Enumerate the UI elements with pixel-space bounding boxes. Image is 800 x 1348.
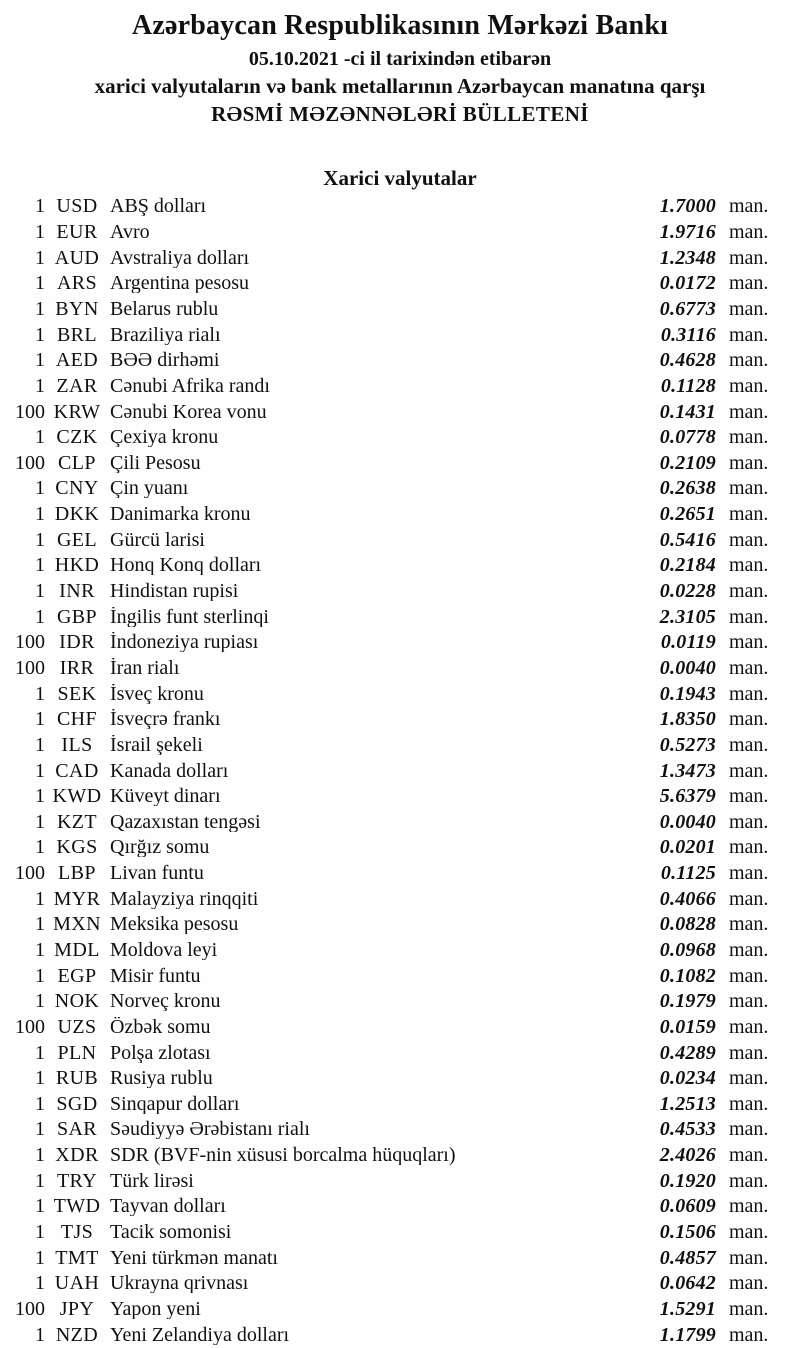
unit-label: man. xyxy=(729,1323,769,1346)
rate-value: 0.0040 xyxy=(659,810,716,833)
quantity: 1 xyxy=(35,1067,45,1090)
currency-code: KGS xyxy=(56,836,98,859)
rate-row xyxy=(0,1219,800,1245)
rate-value: 2.3105 xyxy=(659,605,716,628)
rate-value: 1.1799 xyxy=(659,1323,716,1346)
currency-name: Avstraliya dolları xyxy=(110,247,250,268)
unit-label: man. xyxy=(729,605,769,628)
rate-row xyxy=(0,219,800,245)
rate-value: 0.6773 xyxy=(659,297,716,320)
rate-row xyxy=(0,937,800,963)
rate-row xyxy=(0,809,800,835)
currency-code: IDR xyxy=(59,631,95,654)
quantity: 1 xyxy=(35,554,45,577)
quantity: 1 xyxy=(35,477,45,500)
currency-name: Rusiya rublu xyxy=(110,1068,213,1089)
unit-label: man. xyxy=(729,631,769,654)
rate-row xyxy=(0,604,800,630)
quantity: 100 xyxy=(15,1015,45,1038)
rate-value: 0.4289 xyxy=(659,1041,716,1064)
quantity: 100 xyxy=(15,862,45,885)
unit-label: man. xyxy=(729,990,769,1013)
unit-label: man. xyxy=(729,682,769,705)
quantity: 1 xyxy=(35,297,45,320)
currency-code: GEL xyxy=(56,528,98,551)
quantity: 1 xyxy=(35,836,45,859)
currency-name: Hindistan rupisi xyxy=(110,581,239,602)
currency-name: Argentina pesosu xyxy=(110,273,250,294)
rate-value: 0.0828 xyxy=(659,913,716,936)
rate-value: 0.2651 xyxy=(659,503,716,526)
unit-label: man. xyxy=(729,656,769,679)
rate-row xyxy=(0,758,800,784)
currency-code: NZD xyxy=(55,1323,99,1346)
unit-label: man. xyxy=(729,580,769,603)
rate-value: 0.0201 xyxy=(659,836,716,859)
rate-row xyxy=(0,194,800,220)
currency-code: AUD xyxy=(54,246,100,269)
currency-name: Norveç kronu xyxy=(110,991,221,1012)
unit-label: man. xyxy=(729,785,769,808)
rate-row xyxy=(0,732,800,758)
quantity: 1 xyxy=(35,733,45,756)
currency-name: Küveyt dinarı xyxy=(110,786,221,807)
rate-value: 0.1979 xyxy=(659,990,716,1013)
unit-label: man. xyxy=(729,810,769,833)
unit-label: man. xyxy=(729,272,769,295)
unit-label: man. xyxy=(729,554,769,577)
rate-value: 1.5291 xyxy=(659,1297,716,1320)
rate-row xyxy=(0,578,800,604)
unit-label: man. xyxy=(729,1118,769,1141)
quantity: 1 xyxy=(35,580,45,603)
unit-label: man. xyxy=(729,733,769,756)
currency-code: NOK xyxy=(54,990,100,1013)
rate-value: 1.3473 xyxy=(659,759,716,782)
quantity: 100 xyxy=(15,451,45,474)
quantity: 1 xyxy=(35,964,45,987)
rate-row xyxy=(0,630,800,656)
currency-name: Özbək somu xyxy=(110,1016,211,1037)
quantity: 1 xyxy=(35,195,45,218)
currency-name: Tacik somonisi xyxy=(110,1222,232,1243)
currency-name: Misir funtu xyxy=(110,965,201,986)
unit-label: man. xyxy=(729,887,769,910)
unit-label: man. xyxy=(729,221,769,244)
quantity: 1 xyxy=(35,1195,45,1218)
currency-name: İsveç kronu xyxy=(110,683,204,704)
currency-code: ARS xyxy=(56,272,98,295)
currency-name: ABŞ dolları xyxy=(110,196,207,217)
rate-row xyxy=(0,655,800,681)
unit-label: man. xyxy=(729,913,769,936)
currency-code: HKD xyxy=(54,554,100,577)
unit-label: man. xyxy=(729,1272,769,1295)
rate-row xyxy=(0,1296,800,1322)
quantity: 100 xyxy=(15,631,45,654)
rate-row xyxy=(0,347,800,373)
quantity: 1 xyxy=(35,503,45,526)
quantity: 1 xyxy=(35,785,45,808)
bulletin-header xyxy=(0,0,800,126)
quantity: 1 xyxy=(35,708,45,731)
unit-label: man. xyxy=(729,400,769,423)
quantity: 1 xyxy=(35,528,45,551)
currency-code: ILS xyxy=(61,733,93,756)
rate-value: 0.0968 xyxy=(659,939,716,961)
currency-code: TJS xyxy=(60,1221,94,1244)
currency-name: İngilis funt sterlinqi xyxy=(110,606,269,627)
currency-name: Qazaxıstan tengəsi xyxy=(110,811,261,832)
currency-name: Polşa zlotası xyxy=(110,1042,211,1063)
rate-row xyxy=(0,783,800,809)
quantity: 1 xyxy=(35,1246,45,1269)
rate-row xyxy=(0,450,800,476)
currency-name: Kanada dolları xyxy=(110,760,229,781)
currency-name: SDR (BVF-nin xüsusi borcalma hüquqları) xyxy=(110,1145,456,1166)
rate-row xyxy=(0,399,800,425)
currency-code: TRY xyxy=(56,1169,98,1192)
unit-label: man. xyxy=(729,195,769,218)
quantity: 1 xyxy=(35,1144,45,1167)
unit-label: man. xyxy=(729,503,769,526)
rate-value: 0.1506 xyxy=(659,1221,716,1244)
currency-name: Ukrayna qrivnası xyxy=(110,1273,249,1294)
currency-code: PLN xyxy=(57,1041,97,1064)
unit-label: man. xyxy=(729,1067,769,1090)
currency-name: Belarus rublu xyxy=(110,298,219,319)
rate-row xyxy=(0,1117,800,1143)
rate-row xyxy=(0,373,800,399)
subject-line: xarici valyutaların və bank metallarının Azərbaycan manatına qarşı xyxy=(94,74,706,99)
currency-code: SGD xyxy=(56,1092,98,1115)
currency-name: Cənubi Afrika randı xyxy=(110,375,270,396)
rate-row xyxy=(0,860,800,886)
currency-name: Tayvan dolları xyxy=(110,1196,226,1217)
currency-code: KRW xyxy=(53,400,101,423)
unit-label: man. xyxy=(729,939,769,961)
quantity: 1 xyxy=(35,990,45,1013)
section-title-foreign-currencies: Xarici valyutalar xyxy=(323,166,477,191)
quantity: 100 xyxy=(15,400,45,423)
rate-row xyxy=(0,424,800,450)
currency-code: UAH xyxy=(54,1272,100,1295)
rate-row xyxy=(0,501,800,527)
currency-name: Meksika pesosu xyxy=(110,914,239,935)
currency-name: Honq Konq dolları xyxy=(110,555,262,576)
rate-value: 0.0119 xyxy=(660,631,716,654)
rate-value: 0.0228 xyxy=(659,580,716,603)
rate-value: 0.0159 xyxy=(659,1015,716,1038)
quantity: 1 xyxy=(35,810,45,833)
rate-value: 5.6379 xyxy=(659,785,716,808)
unit-label: man. xyxy=(729,477,769,500)
currency-name: Yeni türkmən manatı xyxy=(110,1247,278,1268)
bulletin-title: RƏSMİ MƏZƏNNƏLƏRİ BÜLLETENİ xyxy=(211,102,589,127)
rate-row xyxy=(0,988,800,1014)
rate-value: 0.1943 xyxy=(659,682,716,705)
rate-value: 0.0234 xyxy=(659,1067,716,1090)
quantity: 1 xyxy=(35,374,45,397)
currency-name: Avro xyxy=(110,222,150,243)
rate-row xyxy=(0,1091,800,1117)
unit-label: man. xyxy=(729,1144,769,1167)
rate-row xyxy=(0,1168,800,1194)
rate-value: 0.1125 xyxy=(660,862,716,885)
bank-title: Azərbaycan Respublikasının Mərkəzi Bankı xyxy=(131,10,669,41)
unit-label: man. xyxy=(729,297,769,320)
rate-row xyxy=(0,322,800,348)
rate-row xyxy=(0,963,800,989)
quantity: 100 xyxy=(15,656,45,679)
currency-code: INR xyxy=(59,580,95,603)
rate-row xyxy=(0,1040,800,1066)
rate-row xyxy=(0,706,800,732)
currency-code: CAD xyxy=(55,759,99,782)
rate-value: 0.0642 xyxy=(659,1272,716,1295)
rate-value: 1.9716 xyxy=(659,221,716,244)
currency-code: DKK xyxy=(54,503,100,526)
rate-value: 0.5416 xyxy=(659,528,716,551)
quantity: 1 xyxy=(35,759,45,782)
currency-code: GBP xyxy=(56,605,98,628)
rate-row xyxy=(0,271,800,297)
currency-name: Danimarka kronu xyxy=(110,504,251,525)
quantity: 1 xyxy=(35,939,45,961)
quantity: 100 xyxy=(15,1297,45,1320)
quantity: 1 xyxy=(35,349,45,372)
rate-row xyxy=(0,1194,800,1220)
currency-code: KZT xyxy=(56,810,98,833)
currency-name: Çili Pesosu xyxy=(110,452,201,473)
unit-label: man. xyxy=(729,1221,769,1244)
unit-label: man. xyxy=(729,246,769,269)
rate-value: 0.3116 xyxy=(660,323,716,346)
unit-label: man. xyxy=(729,1297,769,1320)
quantity: 1 xyxy=(35,1092,45,1115)
currency-code: XDR xyxy=(55,1144,99,1167)
unit-label: man. xyxy=(729,964,769,987)
unit-label: man. xyxy=(729,862,769,885)
rate-row xyxy=(0,527,800,553)
unit-label: man. xyxy=(729,1015,769,1038)
currency-name: Yapon yeni xyxy=(110,1298,201,1319)
effective-date-line: 05.10.2021 -ci il tarixindən etibarən xyxy=(248,48,552,71)
rate-value: 0.1920 xyxy=(659,1169,716,1192)
rate-value: 0.2638 xyxy=(659,477,716,500)
rate-value: 0.4066 xyxy=(659,887,716,910)
currency-code: MDL xyxy=(54,939,100,961)
currency-name: İsrail şekeli xyxy=(110,734,203,755)
currency-code: BRL xyxy=(56,323,98,346)
rate-value: 1.2348 xyxy=(659,246,716,269)
rate-value: 1.2513 xyxy=(659,1092,716,1115)
currency-name: Çin yuanı xyxy=(110,478,189,499)
quantity: 1 xyxy=(35,682,45,705)
quantity: 1 xyxy=(35,1221,45,1244)
unit-label: man. xyxy=(729,1041,769,1064)
currency-code: EGP xyxy=(57,964,97,987)
currency-name: Gürcü larisi xyxy=(110,529,205,550)
unit-label: man. xyxy=(729,451,769,474)
currency-name: Cənubi Korea vonu xyxy=(110,401,267,422)
rate-value: 1.8350 xyxy=(659,708,716,731)
unit-label: man. xyxy=(729,323,769,346)
currency-code: SAR xyxy=(56,1118,98,1141)
rate-row xyxy=(0,1014,800,1040)
currency-name: İndoneziya rupiası xyxy=(110,632,259,653)
rate-row xyxy=(0,1245,800,1271)
rate-row xyxy=(0,1065,800,1091)
currency-code: ZAR xyxy=(56,374,98,397)
currency-code: UZS xyxy=(57,1015,97,1038)
currency-code: USD xyxy=(56,195,98,218)
currency-code: RUB xyxy=(55,1067,99,1090)
quantity: 1 xyxy=(35,1323,45,1346)
unit-label: man. xyxy=(729,1246,769,1269)
currency-code: TMT xyxy=(55,1246,99,1269)
rate-value: 0.5273 xyxy=(659,733,716,756)
quantity: 1 xyxy=(35,246,45,269)
rate-value: 0.1128 xyxy=(660,374,716,397)
rate-value: 0.1082 xyxy=(659,964,716,987)
rate-value: 0.0778 xyxy=(659,426,716,449)
currency-code: KWD xyxy=(52,785,102,808)
currency-code: IRR xyxy=(59,656,95,679)
currency-name: Braziliya rialı xyxy=(110,324,221,345)
unit-label: man. xyxy=(729,349,769,372)
rate-row xyxy=(0,912,800,938)
rate-row xyxy=(0,476,800,502)
currency-code: CLP xyxy=(58,451,96,474)
currency-code: CHF xyxy=(56,708,98,731)
quantity: 1 xyxy=(35,426,45,449)
quantity: 1 xyxy=(35,1272,45,1295)
unit-label: man. xyxy=(729,708,769,731)
rate-value: 0.1431 xyxy=(659,400,716,423)
rate-row xyxy=(0,835,800,861)
rate-value: 0.0172 xyxy=(659,272,716,295)
currency-name: Moldova leyi xyxy=(110,940,218,960)
rate-row xyxy=(0,296,800,322)
unit-label: man. xyxy=(729,759,769,782)
rate-value: 0.2184 xyxy=(659,554,716,577)
rate-value: 2.4026 xyxy=(659,1144,716,1167)
rate-value: 0.4857 xyxy=(659,1246,716,1269)
quantity: 1 xyxy=(35,887,45,910)
rate-value: 0.0040 xyxy=(659,656,716,679)
rate-row xyxy=(0,886,800,912)
currency-code: CNY xyxy=(55,477,99,500)
unit-label: man. xyxy=(729,1195,769,1218)
quantity: 1 xyxy=(35,221,45,244)
rate-row xyxy=(0,553,800,579)
currency-name: İsveçrə frankı xyxy=(110,709,221,730)
currency-name: Çexiya kronu xyxy=(110,427,219,448)
rate-row xyxy=(0,1322,800,1348)
rate-value: 0.2109 xyxy=(659,451,716,474)
currency-code: CZK xyxy=(56,426,98,449)
currency-name: Livan funtu xyxy=(110,863,204,884)
currency-code: TWD xyxy=(53,1195,101,1218)
rates-table xyxy=(0,194,800,1348)
rate-row xyxy=(0,1142,800,1168)
rate-value: 1.7000 xyxy=(659,195,716,218)
unit-label: man. xyxy=(729,1169,769,1192)
currency-code: JPY xyxy=(59,1297,95,1320)
currency-code: LBP xyxy=(58,862,96,885)
currency-code: EUR xyxy=(56,221,98,244)
quantity: 1 xyxy=(35,1041,45,1064)
currency-code: SEK xyxy=(57,682,97,705)
currency-name: İran rialı xyxy=(110,657,180,678)
unit-label: man. xyxy=(729,528,769,551)
rate-value: 0.4533 xyxy=(659,1118,716,1141)
rate-row xyxy=(0,245,800,271)
currency-code: MYR xyxy=(53,887,101,910)
rate-row xyxy=(0,1271,800,1297)
quantity: 1 xyxy=(35,605,45,628)
rate-row xyxy=(0,681,800,707)
quantity: 1 xyxy=(35,1118,45,1141)
currency-code: AED xyxy=(55,349,99,372)
unit-label: man. xyxy=(729,836,769,859)
unit-label: man. xyxy=(729,1092,769,1115)
quantity: 1 xyxy=(35,323,45,346)
quantity: 1 xyxy=(35,913,45,936)
unit-label: man. xyxy=(729,426,769,449)
currency-name: Qırğız somu xyxy=(110,837,210,858)
rate-value: 0.0609 xyxy=(659,1195,716,1218)
currency-code: BYN xyxy=(55,297,99,320)
currency-name: Malayziya rinqqiti xyxy=(110,888,259,909)
currency-name: Sinqapur dolları xyxy=(110,1093,240,1114)
unit-label: man. xyxy=(729,374,769,397)
currency-name: Səudiyyə Ərəbistanı rialı xyxy=(110,1119,310,1140)
currency-name: Yeni Zelandiya dolları xyxy=(110,1324,290,1345)
currency-name: BƏƏ dirhəmi xyxy=(110,350,220,371)
currency-code: MXN xyxy=(53,913,101,936)
quantity: 1 xyxy=(35,272,45,295)
rate-value: 0.4628 xyxy=(659,349,716,372)
quantity: 1 xyxy=(35,1169,45,1192)
currency-name: Türk lirəsi xyxy=(110,1170,194,1191)
